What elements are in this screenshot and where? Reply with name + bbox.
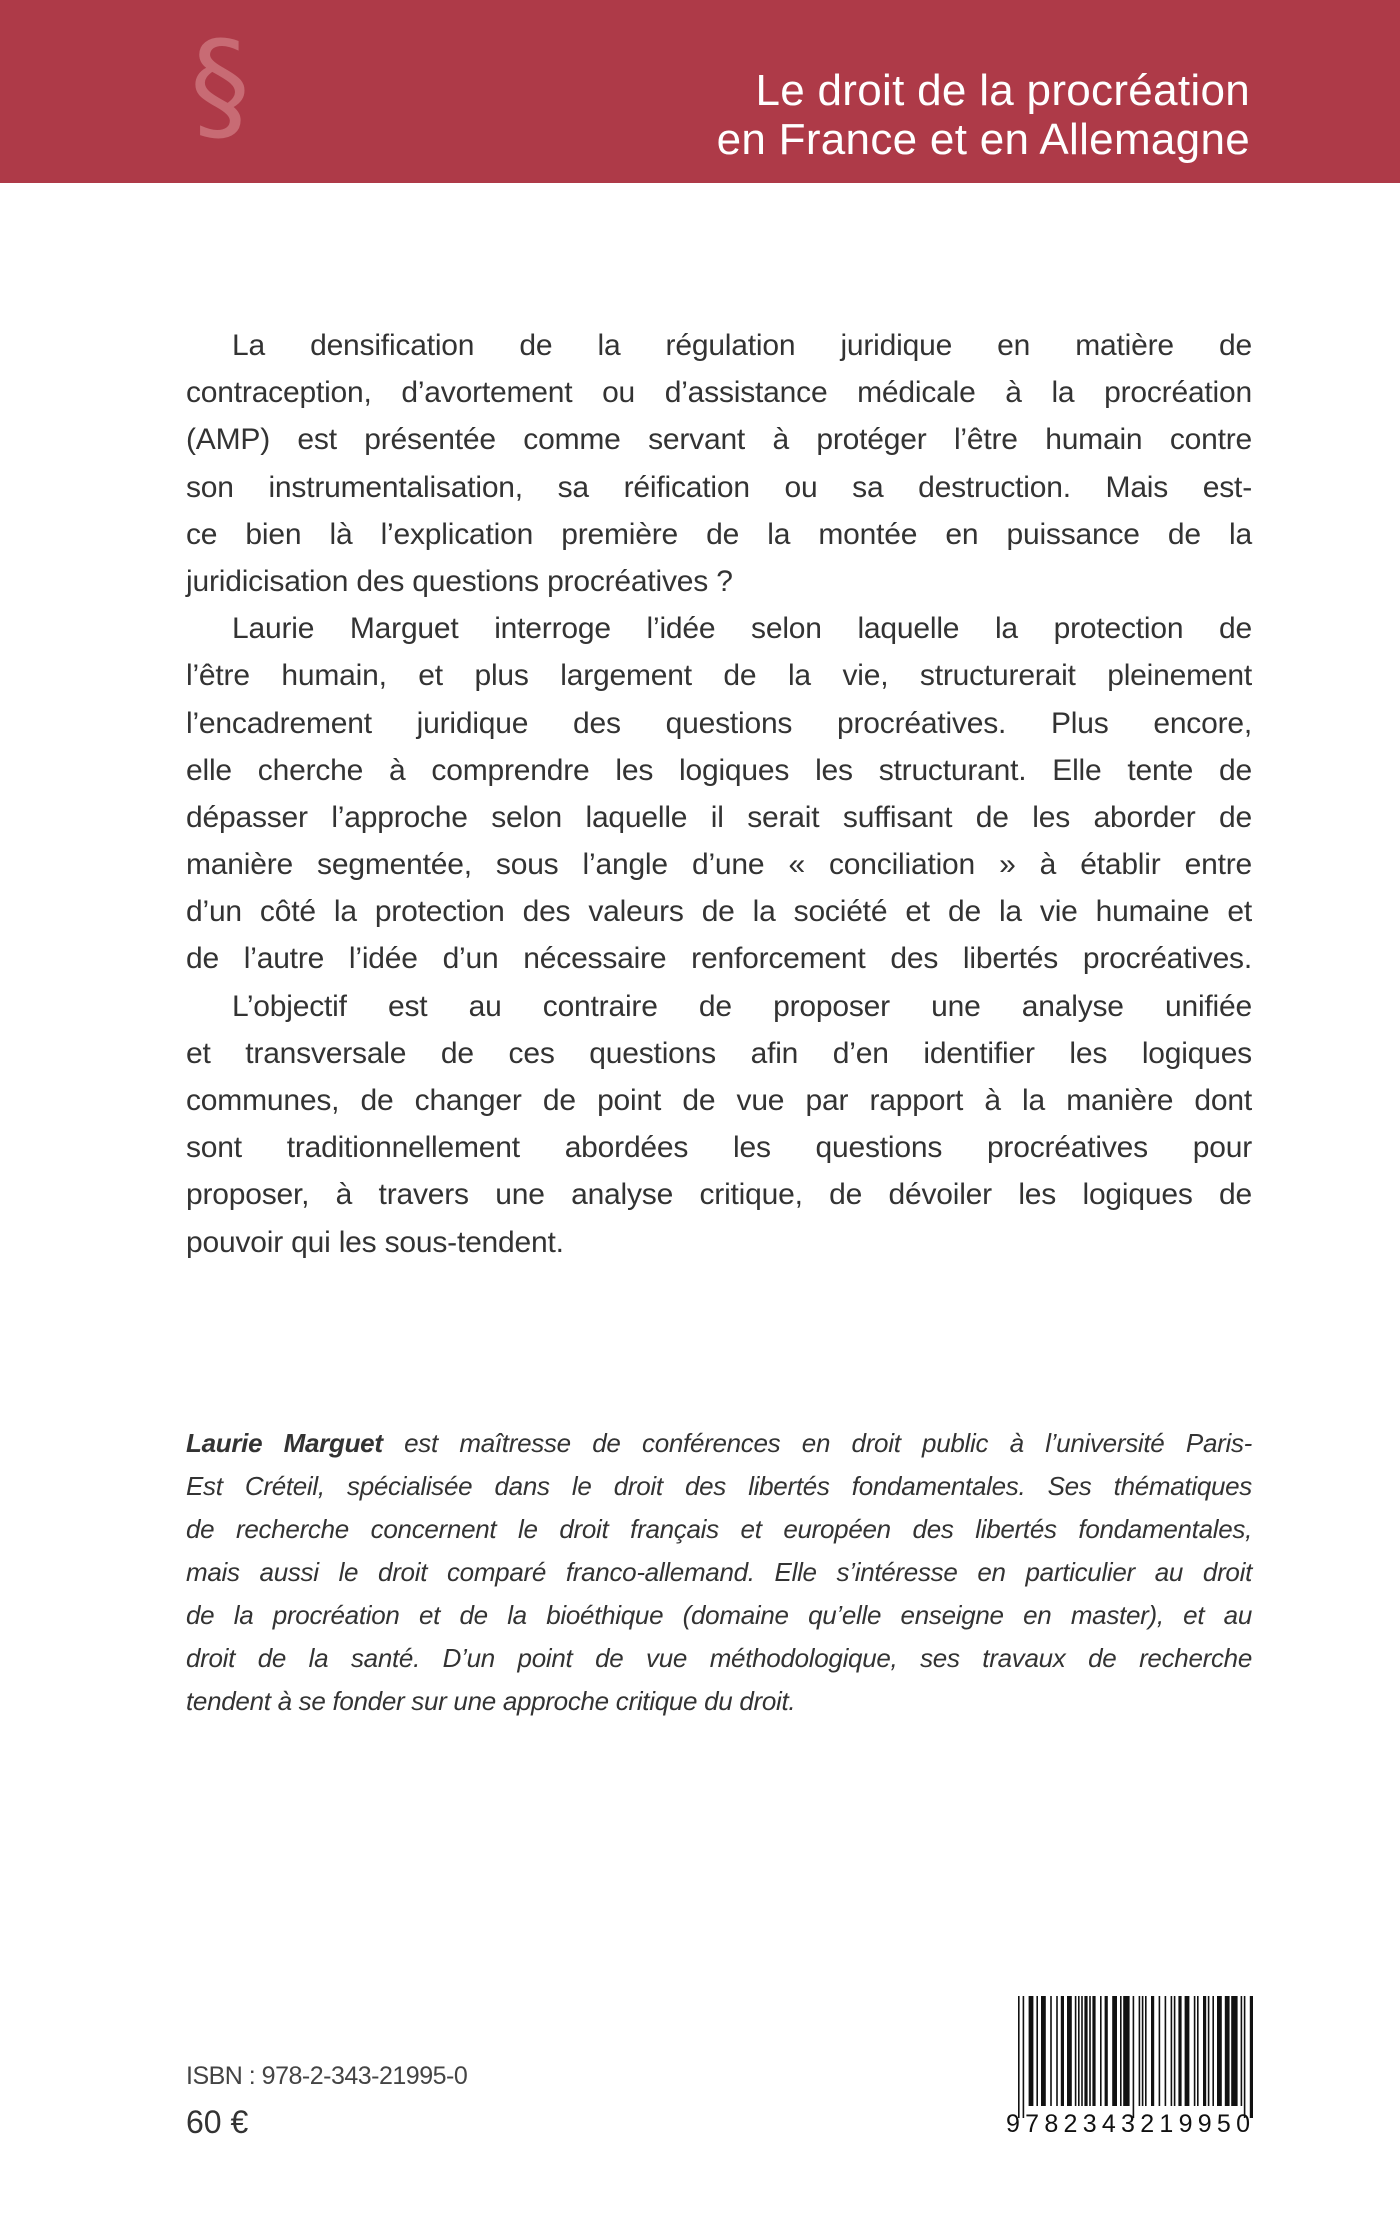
barcode-bar xyxy=(1250,1996,1253,2118)
barcode-bar xyxy=(1145,1996,1147,2106)
barcode-digits: 9782343219950 xyxy=(1006,2110,1250,2138)
bio-line: droit de la santé. D’un point de vue méthodologique, ses travaux de recherche xyxy=(186,1643,1252,1673)
summary-line: sont traditionnellement abordées les questions procréatives pour xyxy=(186,1131,1252,1165)
summary-line: et transversale de ces questions afin d’en identifier les logiques xyxy=(186,1036,1252,1070)
summary-line: son instrumentalisation, sa réification ou sa destruction. Mais est- xyxy=(186,470,1252,504)
barcode-bar xyxy=(1105,1996,1108,2106)
barcode-bar xyxy=(1178,1996,1181,2106)
barcode-bar xyxy=(1078,1996,1080,2106)
summary-line: l’être humain, et plus largement de la vie, structurerait pleinement xyxy=(186,659,1252,693)
summary-line: elle cherche à comprendre les logiques les structurant. Elle tente de xyxy=(186,753,1252,787)
price: 60 € xyxy=(186,2104,249,2140)
barcode-bar xyxy=(1123,1996,1129,2106)
summary-line: contraception, d’avortement ou d’assistance médicale à la procréation xyxy=(186,376,1252,410)
bio-line: Est Créteil, spécialisée dans le droit des libertés fondamentales. Ses thématiques xyxy=(186,1471,1252,1501)
barcode-bar xyxy=(1018,1996,1020,2118)
barcode-bar xyxy=(1139,1996,1141,2106)
book-title xyxy=(717,66,1250,164)
barcode-bar xyxy=(1151,1996,1154,2106)
bio-line: mais aussi le droit comparé franco-allemand. Elle s’intéresse en particulier au droit xyxy=(186,1557,1252,1587)
summary-line: pouvoir qui les sous-tendent. xyxy=(186,1225,564,1259)
author-bio xyxy=(186,1422,1252,1723)
cover-header-band xyxy=(0,0,1400,183)
barcode-bar xyxy=(1171,1996,1173,2106)
bio-line: tendent à se fonder sur une approche critique du droit. xyxy=(186,1686,796,1716)
summary-line: La densification de la régulation juridique en matière de xyxy=(232,329,1252,362)
barcode-bar xyxy=(1036,1996,1038,2106)
barcode-bar xyxy=(1208,1996,1210,2106)
bio-line: de recherche concernent le droit français et européen des libertés fondamentales, xyxy=(186,1514,1252,1544)
summary-line: juridicisation des questions procréatives ? xyxy=(186,564,733,598)
section-sign-logo: § xyxy=(190,17,250,156)
barcode-bar xyxy=(1092,1996,1095,2106)
barcode-bar xyxy=(1217,1996,1222,2106)
title-line-2: en France et en Allemagne xyxy=(716,115,1250,164)
barcode-bar xyxy=(1075,1996,1077,2106)
barcode-bar xyxy=(1100,1996,1102,2106)
barcode-bar xyxy=(1041,1996,1046,2106)
barcode-bar xyxy=(1174,1996,1176,2106)
barcode-bar xyxy=(1029,1996,1034,2106)
summary-line: d’un côté la protection des valeurs de la société et de la vie humaine et xyxy=(186,895,1252,929)
summary-line: manière segmentée, sous l’angle d’une « conciliation » à établir entre xyxy=(186,848,1252,882)
barcode-bar xyxy=(1197,1996,1199,2106)
barcode-bar xyxy=(1165,1996,1167,2106)
barcode-bar xyxy=(1142,1996,1144,2106)
barcode-bar xyxy=(1212,1996,1214,2106)
barcode-bar xyxy=(1120,1996,1122,2106)
barcode-bar xyxy=(1203,1996,1206,2106)
barcode-bar xyxy=(1061,1996,1064,2106)
author-name: Laurie Marguet xyxy=(186,1428,383,1458)
barcode-bar xyxy=(1225,1996,1230,2106)
barcode-bar xyxy=(1089,1996,1091,2106)
barcode-bar xyxy=(1050,1996,1052,2106)
title-line-1: Le droit de la procréation xyxy=(755,66,1250,115)
isbn: ISBN : 978-2-343-21995-0 xyxy=(186,2062,468,2090)
summary-line: l’encadrement juridique des questions procréatives. Plus encore, xyxy=(186,706,1252,740)
bio-line: de la procréation et de la bioéthique (domaine qu’elle enseigne en master), et au xyxy=(186,1600,1252,1630)
summary-line: proposer, à travers une analyse critique, de dévoiler les logiques de xyxy=(186,1178,1252,1212)
barcode-bar xyxy=(1231,1996,1237,2106)
barcode-bar xyxy=(1084,1996,1087,2106)
barcode-bar xyxy=(1081,1996,1083,2106)
summary-line: L’objectif est au contraire de proposer une analyse unifiée xyxy=(232,989,1252,1023)
summary-text xyxy=(186,322,1252,1266)
summary-line: communes, de changer de point de vue par rapport à la manière dont xyxy=(186,1084,1252,1117)
summary-line: Laurie Marguet interroge l’idée selon laquelle la protection de xyxy=(232,612,1252,646)
barcode-bar xyxy=(1056,1996,1058,2106)
barcode-bar xyxy=(1241,1996,1243,2106)
barcode-bar xyxy=(1067,1996,1072,2106)
bio-line: Laurie Marguet est maîtresse de conférences en droit public à l’université Paris- xyxy=(186,1428,1252,1458)
summary-line: dépasser l’approche selon laquelle il serait suffisant de les aborder de xyxy=(186,800,1252,834)
barcode-bar xyxy=(1244,1996,1246,2118)
barcode-bar xyxy=(1185,1996,1190,2106)
barcode-bar xyxy=(1112,1996,1117,2106)
summary-line: ce bien là l’explication première de la montée en puissance de la xyxy=(186,517,1252,551)
barcode-bar xyxy=(1159,1996,1161,2106)
barcode-bar xyxy=(1023,1996,1025,2118)
barcode-bar xyxy=(1194,1996,1196,2106)
summary-line: de l’autre l’idée d’un nécessaire renforcement des libertés procréatives. xyxy=(186,942,1252,976)
barcode-bar xyxy=(1133,1996,1135,2118)
barcode xyxy=(1006,1996,1256,2138)
summary-line: (AMP) est présentée comme servant à protéger l’être humain contre xyxy=(186,423,1252,457)
